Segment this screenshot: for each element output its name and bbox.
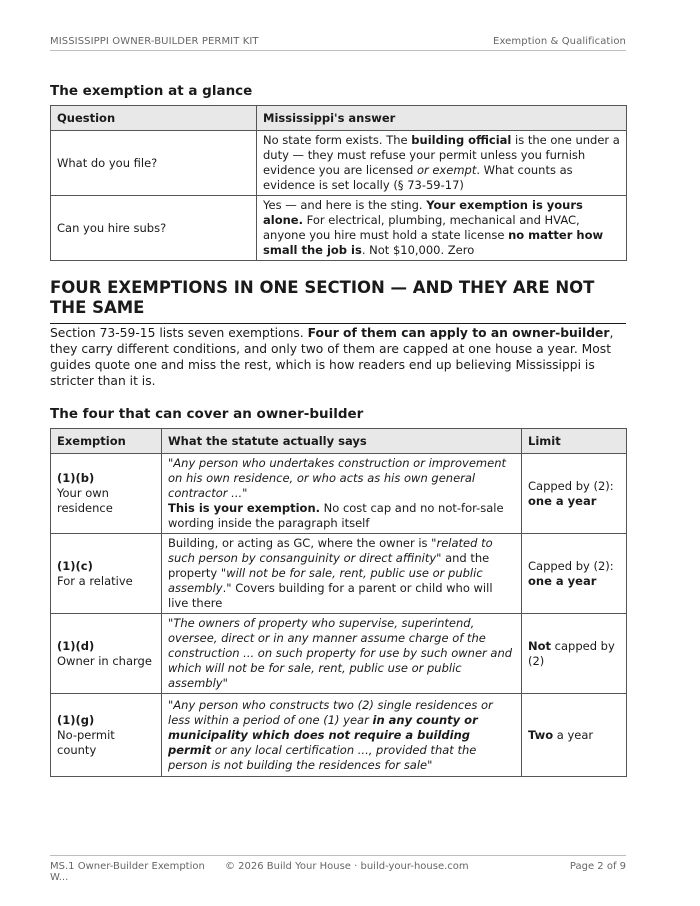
table-row [51,196,627,261]
footer-copyright: © 2026 Build Your House · build-your-house.com [225,861,469,872]
limit-cell [522,614,627,694]
answer-cell [257,196,627,261]
statute-quote: "Any person who constructs two (2) single residences or less within a period of one (1) year [168,697,493,727]
answer-italic: or exempt [416,163,477,177]
statute-quote: or any local certification ..., provided that the person is not building the residences for sale [168,742,477,772]
table-row [51,614,627,694]
exemption-code: (1)(c) [57,558,93,573]
column-header-statute: What the statute actually says [162,429,522,454]
limit-cell [522,694,627,777]
answer-cell [257,131,627,196]
limit-bold: one a year [528,573,597,588]
statute-cell [162,534,522,614]
statute-cell [162,614,522,694]
table-header-row [51,106,627,131]
limit-text: capped by (2) [528,638,615,668]
statute-quote: will not be for sale, rent, public use or public assembly [168,566,483,595]
column-header-exemption: Exemption [51,429,162,454]
statute-text: ." Covers building for a parent or child who will live there [168,581,493,610]
statute-quote: related to such person by consanguinity or direct affinity [168,536,493,565]
statute-quote: "Any person who undertakes construction or improvement on his own residence, or who acts as his own general contractor ..." [168,456,506,500]
exemption-code: (1)(b) [57,471,95,485]
statute-cell [162,454,522,534]
statute-bold-quote: in any county or municipality which does not require a building permit [168,712,478,757]
table-row [51,694,627,777]
table-row [51,454,627,534]
page-number: Page 2 of 9 [569,861,626,872]
question-cell: Can you hire subs? [51,196,257,261]
question-cell: What do you file? [51,131,257,196]
exemption-name: Owner in charge [57,653,152,668]
intro-text: , they carry different conditions, and only two of them are capped at one house a year. Most guides quote one and miss the rest, which is how readers end up believing Mississippi is stricter than it is. [50,326,614,388]
footer-doc-title: MS.1 Owner-Builder Exemption W... [50,861,205,883]
exemption-name: No-permit county [57,727,115,757]
table-header-row [51,429,627,454]
statute-text: No cost cap and no not-for-sale wording inside the paragraph itself [168,501,504,530]
limit-bold: Two [528,727,554,742]
intro-paragraph [50,325,626,389]
answer-bold: building official [411,133,512,147]
glance-heading: The exemption at a glance [50,83,253,99]
exemption-code: (1)(d) [57,638,95,653]
running-footer [50,855,626,883]
running-header [50,36,626,51]
exemption-cell [51,534,162,614]
statute-bold: This is your exemption. [168,501,320,515]
answer-text: . What counts as evidence is set locally (§ 73-59-17) [263,163,573,192]
four-heading: The four that can cover an owner-builder [50,406,364,422]
answer-text: For electrical, plumbing, mechanical and HVAC, anyone you hire must hold a state license [263,213,580,242]
answer-text: No state form exists. The [263,133,412,147]
statute-text: " [427,757,433,772]
exemptions-table [50,428,627,777]
table-row [51,131,627,196]
answer-text: Yes — and here is the sting. [263,198,427,212]
column-header-question: Question [51,106,257,131]
exemption-name: For a relative [57,573,133,588]
answer-bold: no matter how small the job is [263,228,604,257]
column-header-limit: Limit [522,429,627,454]
answer-text: is the one under a duty — they must refuse your permit unless you furnish evidence you are licensed [263,133,620,177]
limit-bold: Not [528,638,552,653]
answer-text: . Not $10,000. Zero [361,243,475,257]
header-section-title: Exemption & Qualification [493,36,626,47]
intro-text: Section 73-59-15 lists seven exemptions. [50,326,308,340]
limit-text: Capped by (2): [528,478,614,493]
section-heading: FOUR EXEMPTIONS IN ONE SECTION — AND THEY ARE NOT THE SAME [50,278,626,324]
column-header-answer: Mississippi's answer [257,106,627,131]
statute-quote: "The owners of property who supervise, superintend, oversee, direct or in any manner assume charge of the construction ... on such property for use by such owner and which will not be for sale, rent, public use or public assembly" [168,616,513,690]
limit-text: Capped by (2): [528,558,614,573]
statute-text: Building, or acting as GC, where the owner is " [168,536,437,550]
exemption-cell [51,614,162,694]
limit-cell [522,534,627,614]
answer-bold: Your exemption is yours alone. [263,198,583,227]
table-row [51,534,627,614]
glance-table [50,105,627,261]
exemption-cell [51,454,162,534]
exemption-name: Your own residence [57,486,113,515]
limit-text: a year [553,727,594,742]
intro-bold: Four of them can apply to an owner-builder [307,326,610,340]
statute-text: " and the property " [168,551,490,580]
statute-cell [162,694,522,777]
limit-cell [522,454,627,534]
header-doc-title: MISSISSIPPI OWNER-BUILDER PERMIT KIT [50,36,259,47]
exemption-code: (1)(g) [57,712,95,727]
exemption-cell [51,694,162,777]
limit-bold: one a year [528,493,597,508]
